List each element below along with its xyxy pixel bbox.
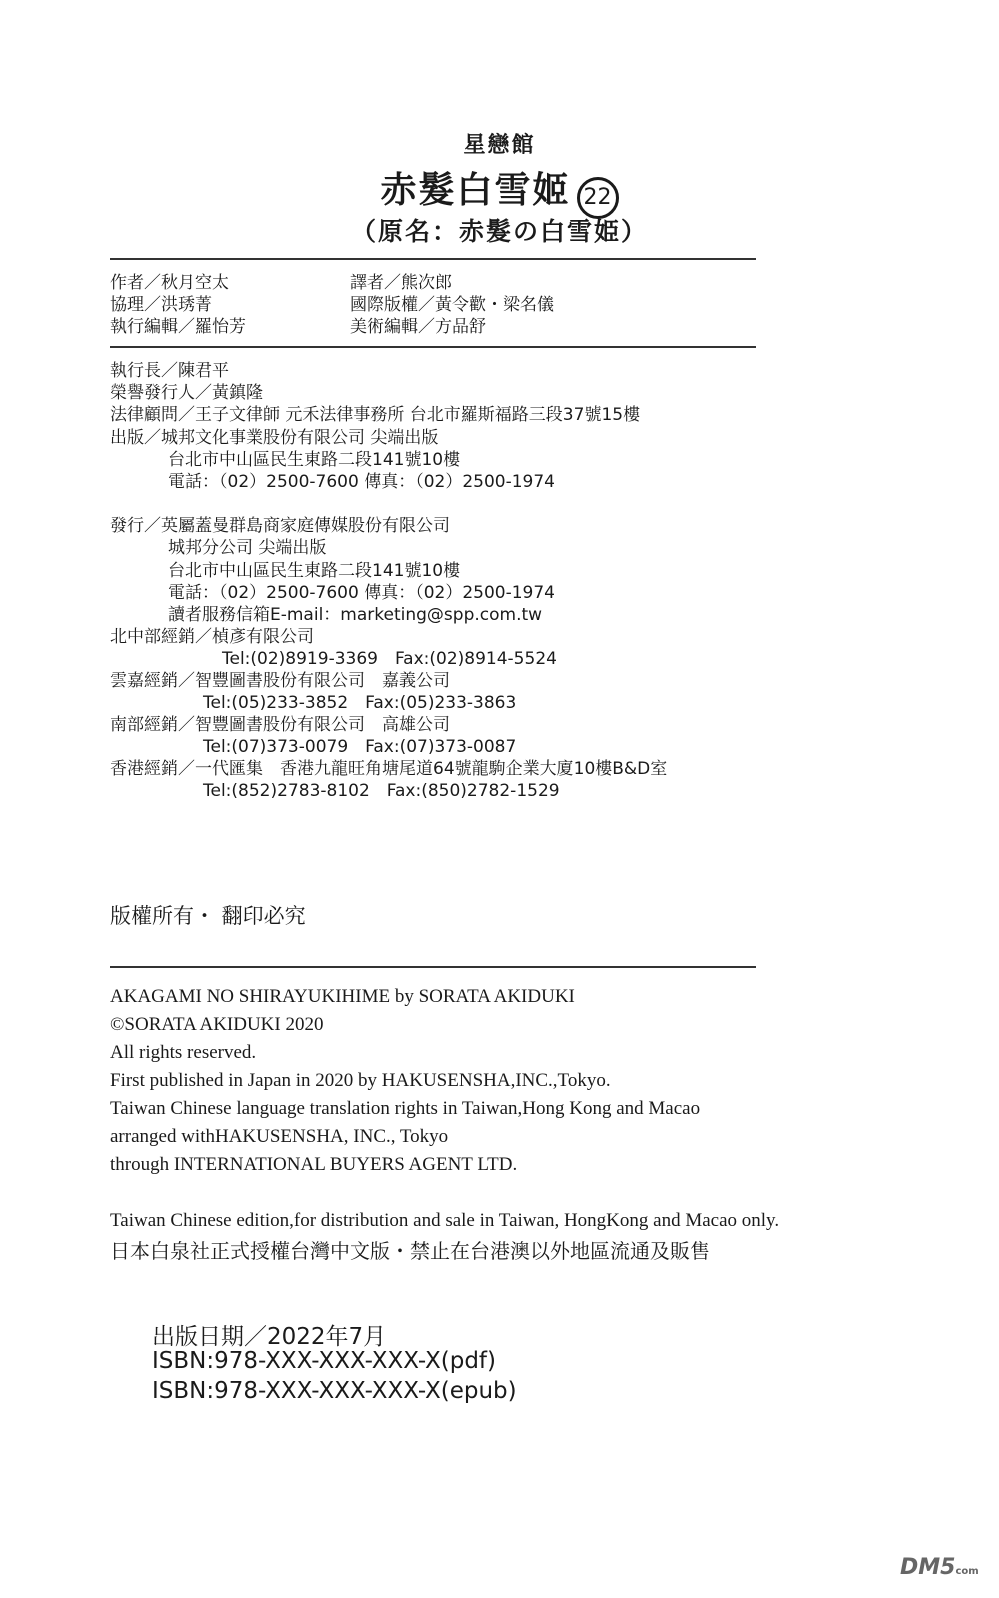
english-line: ©SORATA AKIDUKI 2020 [110, 1014, 324, 1035]
info-line: 電話：（02）2500-7600 傳真：（02）2500-1974 [168, 583, 555, 603]
credit-art-editor: 美術編輯／方品舒 [350, 317, 486, 337]
edition-note-en: Taiwan Chinese edition,for distribution and sale in Taiwan, HongKong and Macao only. [110, 1210, 780, 1231]
site-watermark [900, 1555, 979, 1580]
info-line: 城邦分公司 尖端出版 [168, 538, 327, 558]
english-line: AKAGAMI NO SHIRAYUKIHIME by SORATA AKIDUKI [110, 986, 575, 1007]
credit-editor: 執行編輯／羅怡芳 [110, 317, 246, 337]
info-line: 電話：（02）2500-7600 傳真：（02）2500-1974 [168, 472, 555, 492]
info-line: 讀者服務信箱E-mail：marketing@spp.com.tw [168, 605, 543, 625]
watermark-main: DM5 [900, 1555, 956, 1580]
english-line: arranged withHAKUSENSHA, INC., Tokyo [110, 1126, 449, 1147]
info-line: 出版／城邦文化事業股份有限公司 尖端出版 [110, 428, 439, 448]
info-line: Tel:(852)2783-8102 Fax:(850)2782-1529 [203, 781, 560, 801]
info-line: 南部經銷／智豐圖書股份有限公司 高雄公司 [110, 715, 450, 735]
english-line: First published in Japan in 2020 by HAKUSENSHA,INC.,Tokyo. [110, 1070, 611, 1091]
info-line: Tel:(07)373-0079 Fax:(07)373-0087 [203, 737, 517, 757]
info-line: 雲嘉經銷／智豐圖書股份有限公司 嘉義公司 [110, 671, 450, 691]
divider-top [110, 258, 756, 260]
english-line: Taiwan Chinese language translation rights in Taiwan,Hong Kong and Macao [110, 1098, 701, 1119]
info-line: 台北市中山區民生東路二段141號10樓 [168, 450, 461, 470]
credit-translator: 譯者／熊次郎 [350, 273, 452, 293]
watermark-sub: com [955, 1566, 979, 1577]
info-line: 台北市中山區民生東路二段141號10樓 [168, 561, 461, 581]
publication-date: 出版日期／2022年7月 [152, 1324, 387, 1350]
publisher-name: 星戀館 [463, 133, 536, 158]
english-line: All rights reserved. [110, 1042, 257, 1063]
info-line: 法律顧問／王子文律師 元禾法律事務所 台北市羅斯福路三段37號15樓 [110, 405, 641, 425]
info-line: 北中部經銷／楨彥有限公司 [110, 627, 314, 647]
credit-manager: 協理／洪琇菁 [110, 295, 212, 315]
isbn-epub: ISBN:978-XXX-XXX-XXX-X(epub) [152, 1378, 517, 1404]
english-line: through INTERNATIONAL BUYERS AGENT LTD. [110, 1154, 518, 1175]
info-line: 榮譽發行人／黃鎮隆 [110, 383, 263, 403]
volume-number: 22 [577, 177, 619, 219]
book-title-block [0, 162, 999, 219]
info-line: Tel:(05)233-3852 Fax:(05)233-3863 [203, 693, 517, 713]
info-line: Tel:(02)8919-3369 Fax:(02)8914-5524 [222, 649, 557, 669]
divider-credits [110, 346, 756, 348]
info-line: 香港經銷／一代匯集 香港九龍旺角塘尾道64號龍駒企業大廈10樓B&D室 [110, 759, 668, 779]
original-title: （原名：赤髮の白雪姫） [350, 217, 648, 246]
copyright-notice: 版權所有・ 翻印必究 [110, 904, 306, 928]
divider-english [110, 966, 756, 968]
book-title: 赤髮白雪姬 [380, 170, 571, 211]
credit-rights: 國際版權／黃令歡・梁名儀 [350, 295, 554, 315]
credit-author: 作者／秋月空太 [110, 273, 229, 293]
info-line: 執行長／陳君平 [110, 361, 229, 381]
isbn-pdf: ISBN:978-XXX-XXX-XXX-X(pdf) [152, 1348, 497, 1374]
info-line: 發行／英屬蓋曼群島商家庭傳媒股份有限公司 [110, 516, 450, 536]
edition-note-cn: 日本白泉社正式授權台灣中文版・禁止在台港澳以外地區流通及販售 [110, 1239, 710, 1263]
